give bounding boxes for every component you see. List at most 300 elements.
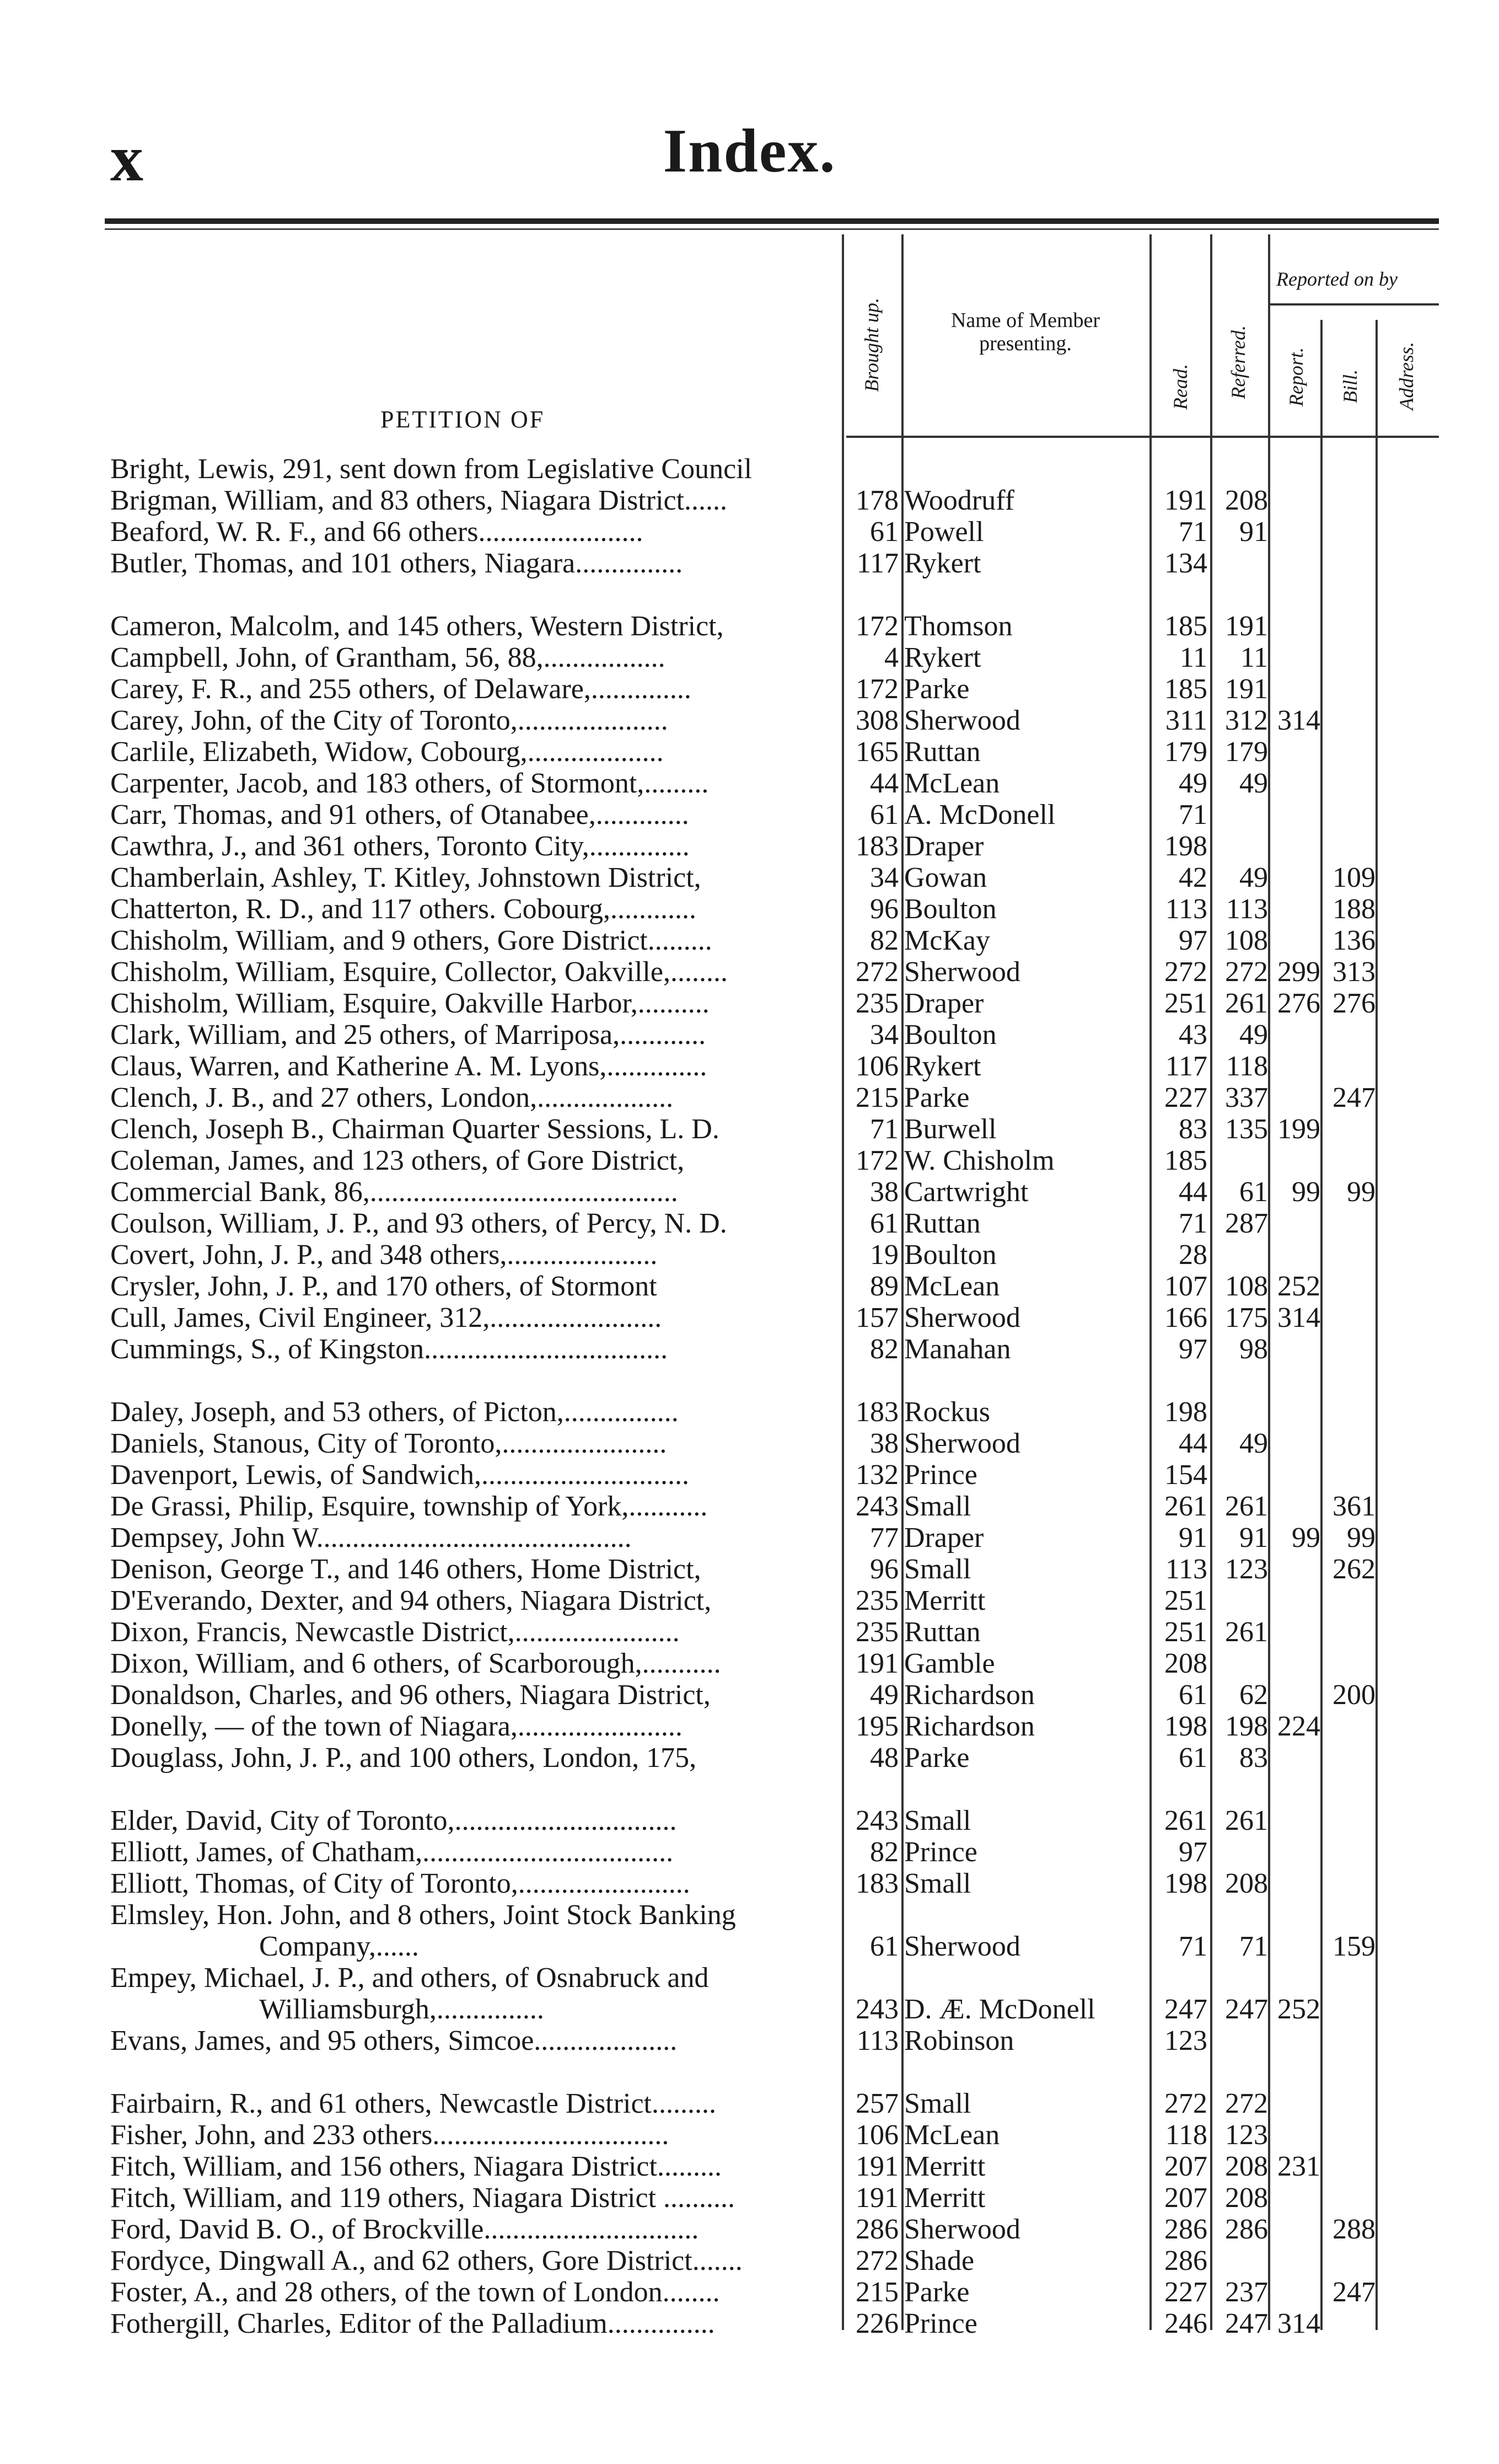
cell-brought-up: 172 (856, 673, 899, 705)
cell-report: 314 (1277, 705, 1320, 736)
cell-petitioner (110, 1648, 838, 1679)
cell-read: 61 (1179, 1742, 1207, 1774)
cell-report: 99 (1292, 1176, 1320, 1208)
cell-referred: 113 (1226, 893, 1268, 925)
cell-read: 311 (1165, 705, 1207, 736)
cell-referred: 337 (1225, 1082, 1268, 1113)
cell-member: Prince (904, 1836, 977, 1868)
cell-referred: 261 (1225, 988, 1268, 1019)
cell-petitioner (110, 1899, 838, 1962)
cell-petitioner (110, 2245, 838, 2276)
cell-read: 272 (1164, 956, 1207, 988)
cell-member: Merritt (904, 2182, 986, 2214)
cell-member: Rykert (904, 1051, 981, 1082)
cell-read: 44 (1179, 1176, 1207, 1208)
petitioner-name: Clark, William, and 25 others, of Marriposa,............ (110, 1019, 706, 1051)
cell-petitioner (110, 1113, 838, 1145)
cell-member: Rockus (904, 1396, 990, 1428)
table-row (0, 799, 1499, 831)
cell-referred: 108 (1225, 1271, 1268, 1302)
cell-referred: 208 (1225, 2151, 1268, 2182)
cell-brought-up: 106 (856, 1051, 899, 1082)
cell-brought-up: 215 (856, 2276, 899, 2308)
cell-referred: 191 (1225, 610, 1268, 642)
cell-read: 185 (1164, 610, 1207, 642)
cell-bill: 136 (1333, 925, 1376, 956)
cell-member: Small (904, 1491, 971, 1522)
cell-referred: 61 (1239, 1176, 1268, 1208)
cell-member: McKay (904, 925, 990, 956)
cell-brought-up: 117 (856, 548, 899, 579)
cell-brought-up: 286 (856, 2214, 899, 2245)
cell-petitioner (110, 736, 838, 768)
cell-brought-up: 257 (856, 2088, 899, 2119)
table-row (0, 831, 1499, 862)
cell-report: 252 (1277, 1994, 1320, 2025)
cell-petitioner (110, 1836, 838, 1868)
petitioner-name: Beaford, W. R. F., and 66 others....................... (110, 516, 643, 548)
cell-brought-up: 132 (856, 1459, 899, 1491)
cell-petitioner (110, 768, 838, 799)
cell-read: 198 (1164, 1396, 1207, 1428)
cell-read: 227 (1164, 1082, 1207, 1113)
cell-bill: 288 (1333, 2214, 1376, 2245)
petitioner-name: Elmsley, Hon. John, and 8 others, Joint Stock Banking (110, 1899, 736, 1931)
cell-read: 272 (1164, 2088, 1207, 2119)
cell-referred: 118 (1226, 1051, 1268, 1082)
petitioner-name: Chisholm, William, Esquire, Oakville Harbor,.......... (110, 988, 710, 1019)
cell-brought-up: 38 (870, 1428, 899, 1459)
table-row (0, 1176, 1499, 1208)
petitioner-name: Elliott, Thomas, of City of Toronto,........................ (110, 1868, 690, 1899)
cell-read: 185 (1164, 673, 1207, 705)
cell-petitioner (110, 1554, 838, 1585)
cell-petitioner (110, 2276, 838, 2308)
cell-brought-up: 226 (856, 2308, 899, 2339)
cell-brought-up: 61 (870, 1931, 899, 1962)
cell-referred: 272 (1225, 2088, 1268, 2119)
petitioner-name: Daley, Joseph, and 53 others, of Picton,................ (110, 1396, 679, 1428)
cell-bill: 247 (1333, 2276, 1376, 2308)
letter-section (0, 1805, 1499, 2056)
cell-petitioner (110, 862, 838, 893)
header-read: Read. (1169, 364, 1191, 410)
cell-referred: 98 (1239, 1333, 1268, 1365)
cell-member: Parke (904, 1082, 970, 1113)
cell-member: McLean (904, 2119, 1000, 2151)
cell-read: 207 (1164, 2182, 1207, 2214)
cell-member: Parke (904, 2276, 970, 2308)
cell-read: 107 (1164, 1271, 1207, 1302)
cell-read: 179 (1164, 736, 1207, 768)
header-petition-of: PETITION OF (380, 406, 545, 433)
cell-petitioner (110, 1962, 838, 2025)
cell-member: Merritt (904, 1585, 986, 1616)
header-brought-up: Brought up. (861, 298, 883, 392)
petitioner-name: Donaldson, Charles, and 96 others, Niagara District, (110, 1679, 711, 1711)
cell-brought-up: 106 (856, 2119, 899, 2151)
cell-member: W. Chisholm (904, 1145, 1055, 1176)
petitioner-name: Clench, J. B., and 27 others, London,................... (110, 1082, 674, 1113)
table-row (0, 1113, 1499, 1145)
cell-member: Draper (904, 831, 984, 862)
cell-member: Small (904, 2088, 971, 2119)
petitioner-name-continued: Williamsburgh,............... (259, 1994, 544, 2025)
cell-petitioner (110, 893, 838, 925)
cell-brought-up: 183 (856, 1868, 899, 1899)
petitioner-name: Fairbairn, R., and 61 others, Newcastle District......... (110, 2088, 716, 2119)
table-row (0, 2308, 1499, 2339)
petitioner-name: Coleman, James, and 123 others, of Gore District, (110, 1145, 685, 1176)
cell-petitioner (110, 2119, 838, 2151)
cell-brought-up: 82 (870, 1333, 899, 1365)
table-row (0, 1396, 1499, 1428)
cell-referred: 49 (1239, 1428, 1268, 1459)
cell-bill: 99 (1347, 1522, 1376, 1554)
cell-petitioner (110, 453, 838, 485)
cell-read: 71 (1179, 1208, 1207, 1239)
table-row (0, 2151, 1499, 2182)
cell-read: 166 (1164, 1302, 1207, 1333)
cell-referred: 49 (1239, 1019, 1268, 1051)
cell-brought-up: 235 (856, 1585, 899, 1616)
cell-referred: 312 (1225, 705, 1268, 736)
cell-member: Richardson (904, 1679, 1035, 1711)
cell-read: 11 (1179, 642, 1207, 673)
cell-read: 71 (1179, 1931, 1207, 1962)
cell-petitioner (110, 1333, 838, 1365)
cell-member: Boulton (904, 893, 997, 925)
cell-read: 113 (1165, 1554, 1207, 1585)
header-address: Address. (1395, 342, 1417, 410)
cell-member: D. Æ. McDonell (904, 1994, 1095, 2025)
petitioner-name: Claus, Warren, and Katherine A. M. Lyons,.............. (110, 1051, 707, 1082)
table-row (0, 516, 1499, 548)
section-gap (0, 2056, 1499, 2088)
petitioner-name: Fisher, John, and 233 others................................. (110, 2119, 669, 2151)
cell-petitioner (110, 1396, 838, 1428)
table-row (0, 1585, 1499, 1616)
cell-referred: 135 (1225, 1113, 1268, 1145)
cell-brought-up: 4 (884, 642, 899, 673)
cell-referred: 179 (1225, 736, 1268, 768)
cell-read: 83 (1179, 1113, 1207, 1145)
cell-bill: 200 (1333, 1679, 1376, 1711)
cell-read: 286 (1164, 2214, 1207, 2245)
cell-referred: 71 (1239, 1931, 1268, 1962)
cell-petitioner (110, 1585, 838, 1616)
petitioner-name: Davenport, Lewis, of Sandwich,............................. (110, 1459, 689, 1491)
table-row (0, 862, 1499, 893)
cell-read: 117 (1165, 1051, 1207, 1082)
table-row (0, 1019, 1499, 1051)
cell-referred: 175 (1225, 1302, 1268, 1333)
cell-brought-up: 71 (870, 1113, 899, 1145)
cell-petitioner (110, 516, 838, 548)
cell-petitioner (110, 1208, 838, 1239)
petitioner-name: Carr, Thomas, and 91 others, of Otanabee,............. (110, 799, 689, 831)
cell-member: Woodruff (904, 485, 1014, 516)
cell-petitioner (110, 925, 838, 956)
cell-member: Shade (904, 2245, 975, 2276)
cell-read: 61 (1179, 1679, 1207, 1711)
cell-report: 224 (1277, 1711, 1320, 1742)
petitioner-name: Crysler, John, J. P., and 170 others, of Stormont (110, 1271, 657, 1302)
cell-read: 261 (1164, 1805, 1207, 1836)
petitioner-name: Chamberlain, Ashley, T. Kitley, Johnstown District, (110, 862, 701, 893)
petitioner-name: Douglass, John, J. P., and 100 others, London, 175, (110, 1742, 697, 1774)
petitioner-name: Cummings, S., of Kingston.................................. (110, 1333, 668, 1365)
petitioner-name: D'Everando, Dexter, and 94 others, Niagara District, (110, 1585, 712, 1616)
cell-member: Ruttan (904, 736, 981, 768)
petitioner-name: Evans, James, and 95 others, Simcoe.................... (110, 2025, 678, 2056)
cell-member: Cartwright (904, 1176, 1029, 1208)
cell-petitioner (110, 1711, 838, 1742)
cell-brought-up: 61 (870, 799, 899, 831)
petitioner-name: Carpenter, Jacob, and 183 others, of Stormont,......... (110, 768, 709, 799)
cell-member: Gowan (904, 862, 987, 893)
petitioner-name: Chisholm, William, and 9 others, Gore District......... (110, 925, 712, 956)
cell-read: 91 (1179, 1522, 1207, 1554)
cell-read: 97 (1179, 1836, 1207, 1868)
cell-petitioner (110, 1145, 838, 1176)
cell-referred: 247 (1225, 1994, 1268, 2025)
header-rule-thin (105, 228, 1439, 230)
cell-read: 97 (1179, 1333, 1207, 1365)
cell-member: Sherwood (904, 705, 1020, 736)
cell-member: Sherwood (904, 956, 1020, 988)
table-row (0, 1491, 1499, 1522)
cell-brought-up: 19 (870, 1239, 899, 1271)
cell-petitioner (110, 1051, 838, 1082)
cell-referred: 123 (1225, 2119, 1268, 2151)
cell-brought-up: 272 (856, 2245, 899, 2276)
cell-member: Powell (904, 516, 984, 548)
cell-brought-up: 235 (856, 988, 899, 1019)
cell-referred: 62 (1239, 1679, 1268, 1711)
cell-read: 97 (1179, 925, 1207, 956)
cell-petitioner (110, 548, 838, 579)
cell-referred: 261 (1225, 1616, 1268, 1648)
cell-petitioner (110, 1271, 838, 1302)
cell-member: Sherwood (904, 1931, 1020, 1962)
cell-petitioner (110, 485, 838, 516)
table-row (0, 485, 1499, 516)
table-row (0, 1428, 1499, 1459)
petitioner-name: Donelly, — of the town of Niagara,....................... (110, 1711, 683, 1742)
cell-member: Draper (904, 1522, 984, 1554)
petitioner-name: Ford, David B. O., of Brockville.............................. (110, 2214, 699, 2245)
table-row (0, 956, 1499, 988)
table-row (0, 1711, 1499, 1742)
petitioner-name: De Grassi, Philip, Esquire, township of York,........... (110, 1491, 708, 1522)
cell-referred: 208 (1225, 1868, 1268, 1899)
cell-referred: 108 (1225, 925, 1268, 956)
cell-brought-up: 272 (856, 956, 899, 988)
cell-referred: 191 (1225, 673, 1268, 705)
cell-referred: 286 (1225, 2214, 1268, 2245)
cell-read: 28 (1179, 1239, 1207, 1271)
petitioner-name: Butler, Thomas, and 101 others, Niagara............... (110, 548, 683, 579)
cell-brought-up: 61 (870, 516, 899, 548)
table-row (0, 1051, 1499, 1082)
table-row (0, 736, 1499, 768)
petitioner-name: Cameron, Malcolm, and 145 others, Western District, (110, 610, 724, 642)
cell-member: McLean (904, 1271, 1000, 1302)
petitioner-name: Fothergill, Charles, Editor of the Palladium............... (110, 2308, 715, 2339)
cell-referred: 91 (1239, 516, 1268, 548)
petitioner-name: Carey, F. R., and 255 others, of Delaware,.............. (110, 673, 691, 705)
cell-petitioner (110, 2308, 838, 2339)
cell-member: Small (904, 1554, 971, 1585)
cell-read: 43 (1179, 1019, 1207, 1051)
cell-referred: 198 (1225, 1711, 1268, 1742)
cell-brought-up: 96 (870, 893, 899, 925)
cell-bill: 188 (1333, 893, 1376, 925)
cell-petitioner (110, 799, 838, 831)
cell-bill: 99 (1347, 1176, 1376, 1208)
cell-brought-up: 308 (856, 705, 899, 736)
cell-read: 191 (1164, 485, 1207, 516)
cell-report: 314 (1277, 1302, 1320, 1333)
cell-bill: 313 (1333, 956, 1376, 988)
cell-read: 251 (1164, 1616, 1207, 1648)
cell-brought-up: 172 (856, 1145, 899, 1176)
table-row (0, 1742, 1499, 1774)
letter-section (0, 610, 1499, 1365)
cell-referred: 123 (1225, 1554, 1268, 1585)
petitioner-name: Fordyce, Dingwall A., and 62 others, Gore District....... (110, 2245, 743, 2276)
table-row (0, 1239, 1499, 1271)
table-row (0, 1962, 1499, 2025)
cell-brought-up: 82 (870, 1836, 899, 1868)
cell-brought-up: 44 (870, 768, 899, 799)
cell-bill: 159 (1333, 1931, 1376, 1962)
header-report: Report. (1285, 347, 1307, 406)
table-row (0, 705, 1499, 736)
cell-member: Robinson (904, 2025, 1014, 2056)
header-bottom-rule (846, 436, 1439, 438)
petitioner-name: Fitch, William, and 156 others, Niagara District......... (110, 2151, 722, 2182)
cell-brought-up: 49 (870, 1679, 899, 1711)
cell-read: 198 (1164, 1711, 1207, 1742)
page-number: x (110, 121, 143, 195)
petitioner-name: Carey, John, of the City of Toronto,..................... (110, 705, 668, 736)
cell-petitioner (110, 2182, 838, 2214)
cell-petitioner (110, 1459, 838, 1491)
cell-brought-up: 243 (856, 1805, 899, 1836)
cell-petitioner (110, 2088, 838, 2119)
petitioner-name: Carlile, Elizabeth, Widow, Cobourg,................... (110, 736, 664, 768)
table-row (0, 1459, 1499, 1491)
cell-petitioner (110, 2151, 838, 2182)
cell-referred: 208 (1225, 2182, 1268, 2214)
cell-member: Parke (904, 1742, 970, 1774)
table-row (0, 893, 1499, 925)
cell-brought-up: 48 (870, 1742, 899, 1774)
table-row (0, 1522, 1499, 1554)
cell-brought-up: 172 (856, 610, 899, 642)
cell-member: Prince (904, 2308, 977, 2339)
cell-petitioner (110, 1805, 838, 1836)
cell-petitioner (110, 673, 838, 705)
cell-bill: 262 (1333, 1554, 1376, 1585)
cell-read: 49 (1179, 768, 1207, 799)
cell-report: 314 (1277, 2308, 1320, 2339)
cell-brought-up: 183 (856, 1396, 899, 1428)
cell-petitioner (110, 1019, 838, 1051)
cell-petitioner (110, 1868, 838, 1899)
cell-read: 198 (1164, 1868, 1207, 1899)
table-row (0, 453, 1499, 485)
table-row (0, 1302, 1499, 1333)
header-rule (105, 218, 1439, 224)
letter-section (0, 1396, 1499, 1774)
table-row (0, 2025, 1499, 2056)
petition-index-table (0, 453, 1499, 2339)
petitioner-name: Cull, James, Civil Engineer, 312,........................ (110, 1302, 662, 1333)
header-referred: Referred. (1227, 325, 1249, 399)
table-row (0, 925, 1499, 956)
cell-report: 252 (1277, 1271, 1320, 1302)
table-row (0, 2214, 1499, 2245)
table-row (0, 2119, 1499, 2151)
cell-referred: 91 (1239, 1522, 1268, 1554)
cell-referred: 261 (1225, 1491, 1268, 1522)
cell-member: Manahan (904, 1333, 1011, 1365)
cell-petitioner (110, 1082, 838, 1113)
cell-member: McLean (904, 768, 1000, 799)
cell-petitioner (110, 642, 838, 673)
petitioner-name: Commercial Bank, 86,........................................... (110, 1176, 678, 1208)
cell-member: Ruttan (904, 1616, 981, 1648)
table-row (0, 1899, 1499, 1962)
cell-petitioner (110, 1491, 838, 1522)
cell-brought-up: 183 (856, 831, 899, 862)
cell-report: 99 (1292, 1522, 1320, 1554)
cell-member: Small (904, 1805, 971, 1836)
cell-read: 198 (1164, 831, 1207, 862)
petitioner-name: Dempsey, John W............................................ (110, 1522, 632, 1554)
table-row (0, 1208, 1499, 1239)
cell-bill: 276 (1333, 988, 1376, 1019)
cell-read: 207 (1164, 2151, 1207, 2182)
cell-read: 185 (1164, 1145, 1207, 1176)
cell-report: 199 (1277, 1113, 1320, 1145)
petitioner-name: Empey, Michael, J. P., and others, of Osnabruck and (110, 1962, 709, 1994)
cell-member: Sherwood (904, 1302, 1020, 1333)
cell-petitioner (110, 2025, 838, 2056)
petitioner-name: Elliott, James, of Chatham,................................... (110, 1836, 674, 1868)
cell-member: A. McDonell (904, 799, 1056, 831)
cell-brought-up: 215 (856, 1082, 899, 1113)
table-row (0, 1868, 1499, 1899)
cell-referred: 237 (1225, 2276, 1268, 2308)
cell-read: 71 (1179, 516, 1207, 548)
petitioner-name: Dixon, Francis, Newcastle District,....................... (110, 1616, 680, 1648)
petitioner-name: Covert, John, J. P., and 348 others,..................... (110, 1239, 658, 1271)
petitioner-name: Coulson, William, J. P., and 93 others, of Percy, N. D. (110, 1208, 727, 1239)
cell-petitioner (110, 988, 838, 1019)
petitioner-name: Foster, A., and 28 others, of the town of London........ (110, 2276, 720, 2308)
cell-member: Burwell (904, 1113, 997, 1145)
cell-read: 246 (1164, 2308, 1207, 2339)
cell-member: Sherwood (904, 1428, 1020, 1459)
petitioner-name: Elder, David, City of Toronto,............................... (110, 1805, 677, 1836)
table-row (0, 673, 1499, 705)
cell-read: 261 (1164, 1491, 1207, 1522)
cell-member: Prince (904, 1459, 977, 1491)
